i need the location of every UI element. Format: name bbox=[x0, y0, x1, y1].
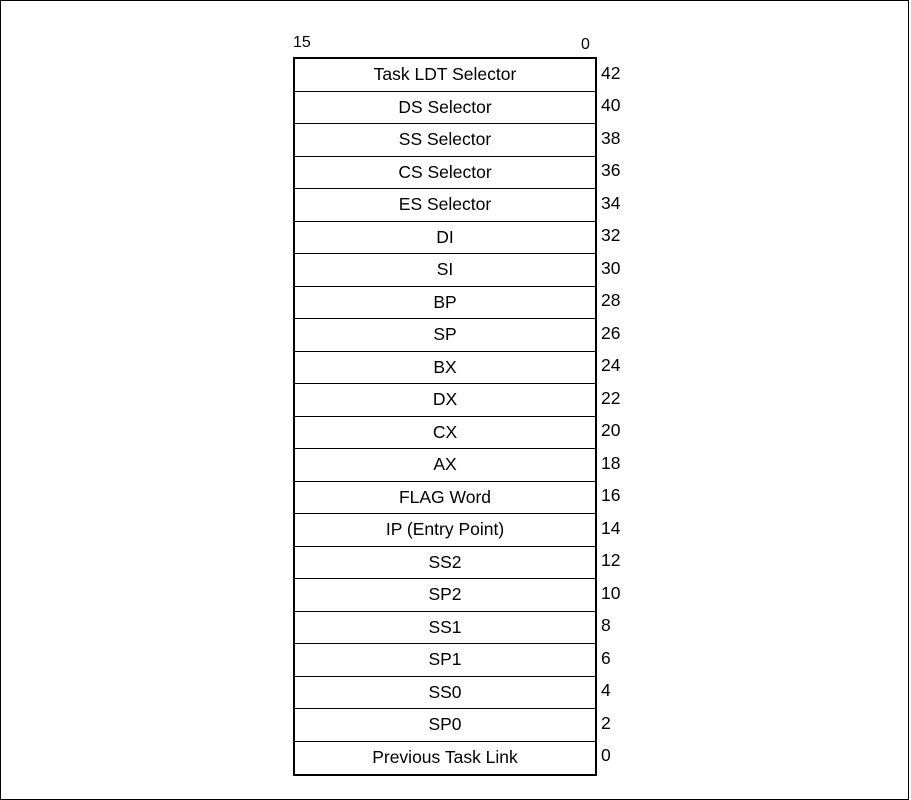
tss-field bbox=[295, 319, 595, 352]
tss-field bbox=[295, 384, 595, 417]
field-offset: 30 bbox=[601, 257, 621, 278]
field-offset: 0 bbox=[601, 745, 611, 766]
tss-field bbox=[295, 59, 595, 92]
tss-field bbox=[295, 417, 595, 450]
field-name: Previous Task Link bbox=[372, 747, 518, 768]
tss-field bbox=[295, 742, 595, 775]
tss-field bbox=[295, 352, 595, 385]
tss-field bbox=[295, 222, 595, 255]
field-offset: 28 bbox=[601, 290, 621, 311]
field-name: ES Selector bbox=[398, 194, 492, 215]
tss-field bbox=[295, 124, 595, 157]
field-name: SS1 bbox=[428, 616, 462, 637]
field-name: SS2 bbox=[428, 551, 462, 572]
field-offset: 2 bbox=[601, 712, 611, 733]
field-offset: 14 bbox=[601, 517, 621, 538]
field-name: FLAG Word bbox=[398, 486, 492, 507]
field-name: BP bbox=[433, 291, 457, 312]
tss-structure bbox=[293, 57, 597, 776]
field-offset: 36 bbox=[601, 160, 621, 181]
field-name: SP0 bbox=[428, 714, 462, 735]
field-name: CS Selector bbox=[398, 161, 492, 182]
field-offset: 24 bbox=[601, 355, 621, 376]
field-name: IP (Entry Point) bbox=[385, 519, 505, 540]
field-name: SP2 bbox=[428, 584, 462, 605]
field-name: SS0 bbox=[428, 681, 462, 702]
bit-label-low: 0 bbox=[581, 36, 590, 53]
field-offset: 42 bbox=[601, 62, 621, 83]
tss-field bbox=[295, 677, 595, 710]
tss-field bbox=[295, 157, 595, 190]
tss-field bbox=[295, 547, 595, 580]
field-offset: 10 bbox=[601, 582, 621, 603]
field-name: AX bbox=[433, 454, 457, 475]
field-name: SP bbox=[433, 324, 457, 345]
tss-field bbox=[295, 579, 595, 612]
field-name: DI bbox=[436, 226, 454, 247]
tss-field bbox=[295, 449, 595, 482]
field-offset: 34 bbox=[601, 192, 621, 213]
field-offset: 8 bbox=[601, 615, 611, 636]
tss-field bbox=[295, 612, 595, 645]
field-offset: 22 bbox=[601, 387, 621, 408]
bit-label-high: 15 bbox=[293, 34, 311, 51]
field-name: SS Selector bbox=[398, 129, 492, 150]
tss-field bbox=[295, 287, 595, 320]
field-name: DS Selector bbox=[398, 96, 492, 117]
field-offset: 18 bbox=[601, 452, 621, 473]
field-offset: 40 bbox=[601, 95, 621, 116]
field-name: SP1 bbox=[428, 649, 462, 670]
field-offset: 16 bbox=[601, 485, 621, 506]
tss-field bbox=[295, 92, 595, 125]
field-offset: 6 bbox=[601, 647, 611, 668]
field-offset: 4 bbox=[601, 680, 611, 701]
field-name: DX bbox=[432, 389, 458, 410]
tss-field bbox=[295, 482, 595, 515]
field-offset: 20 bbox=[601, 420, 621, 441]
field-offset: 12 bbox=[601, 550, 621, 571]
field-name: CX bbox=[432, 421, 458, 442]
tss-field bbox=[295, 189, 595, 222]
field-offset: 26 bbox=[601, 322, 621, 343]
tss-field bbox=[295, 254, 595, 287]
tss-field bbox=[295, 644, 595, 677]
offset-column bbox=[601, 57, 641, 772]
tss-field bbox=[295, 709, 595, 742]
field-offset: 32 bbox=[601, 225, 621, 246]
field-name: BX bbox=[433, 356, 457, 377]
field-name: SI bbox=[436, 259, 454, 280]
field-offset: 38 bbox=[601, 127, 621, 148]
tss-field bbox=[295, 514, 595, 547]
field-name: Task LDT Selector bbox=[373, 64, 517, 85]
